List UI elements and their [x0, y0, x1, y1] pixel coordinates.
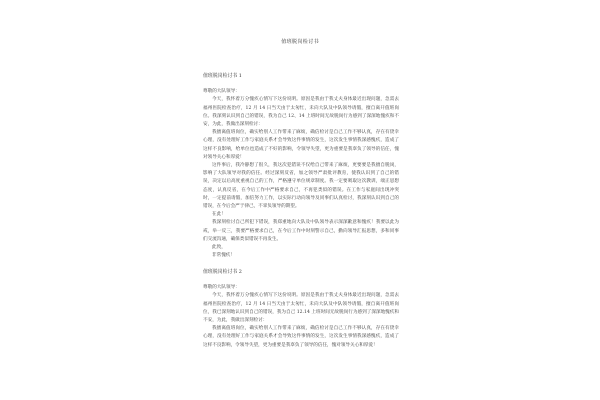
section-1-heading: 值班脱岗检讨书 1 — [203, 73, 242, 79]
section-1-signoff: 非常愧疚！ — [212, 253, 235, 259]
section-2-salutation: 尊敬的大队领导： — [203, 285, 240, 291]
section-1-closing: 此致， — [212, 245, 226, 251]
section-2-paragraph: 我擅离值班岗位，确实给别人工作带来了麻烦，确信检讨是自己工作不够认真，存在有侥幸心理，没有处理好工作与家庭关系才会导致这件事情的发生，这次发生事情我深感愧疚，造成了这样不良影响，令领导失望，更为重要是我辜负了领导的信任，愧对领导关心和厚爱！ — [203, 326, 399, 348]
section-2-paragraph: 今天，我怀着万分愧疚心情写下这份说明。原因是我由于我丈夫身体最近出现问题，急需去福州医院检查治疗，12 月 14 日当天由于太匆忙，未向大队及中队领导请假，擅自离开值班岗位，我已深刻地认识到自己的错误，我为自己 12.14 上班时间无故脱岗行为感到了深深地愧疚和不安，为此，我做出深刻检讨： — [203, 293, 399, 324]
document-title: 值班脱岗检讨书 — [281, 39, 319, 45]
section-2-heading: 值班脱岗检讨书 2 — [203, 269, 242, 275]
section-1-paragraph: 在此！ — [212, 212, 226, 218]
section-1-paragraph: 今天，我怀着万分愧疚心情写下这份说明。原因是我由于我丈夫身体最近出现问题，急需去福州医院检查治疗，12 月 14 日当天由于太匆忙，未向大队及中队领导请假，擅自离开值班岗位。我深刻认识到自己的错误，我为自己 12、14 上班时间无故脱岗行为感到了深深地愧疚和不安，为此，我做出深刻检讨： — [203, 97, 399, 128]
section-1-paragraph: 这件事后，我冷静想了很久，我这次犯错误不仅给自己带来了麻烦，更要要是我擅自脱岗，影响了大队领导对我的信任。经过深刻反省，加之领导严肃批评教育，使我认识到了自己的错误，决定以后高度重视自己的工作，严格遵守单位规章制度。我一定要吸取这次教训，端正思想态度，认真反省，在今后工作中严格要求自己，不再犯类似的错误。在工作与家庭间出现冲突时，一定提前请假，加倍努力工作，以实际行动向领导及同事们认真检讨，我深刻认识到自己的错误，在今后会严于律己，不辜负领导的期望。 — [203, 163, 399, 210]
section-1 — [203, 72, 399, 260]
section-1-paragraph: 我深刻检讨自己所犯下错误，我郑重地向大队及中队领导表示深深歉意和愧疚！我要以此为戒，举一反三，我要严格要求自己，在今后工作中时刻警示自己，勤向领导汇报思想，多和同事们交流沟通，确保类似错误不再发生。 — [203, 220, 399, 242]
section-1-salutation: 尊敬的大队领导： — [203, 89, 240, 95]
section-2 — [203, 268, 399, 350]
section-1-paragraph: 我擅离值班岗位，确实给别人工作带来了麻烦，确信检讨是自己工作不够认真，存在有侥幸心理，没有处理好工作与家庭关系才会导致这件事情的发生，这次发生事情我深感愧疚，造成了这样不良影响，给单位也造成了不好的影响，令领导失望，更为重要是我辜负了领导的信任，愧对领导关心和厚爱！ — [203, 130, 399, 160]
